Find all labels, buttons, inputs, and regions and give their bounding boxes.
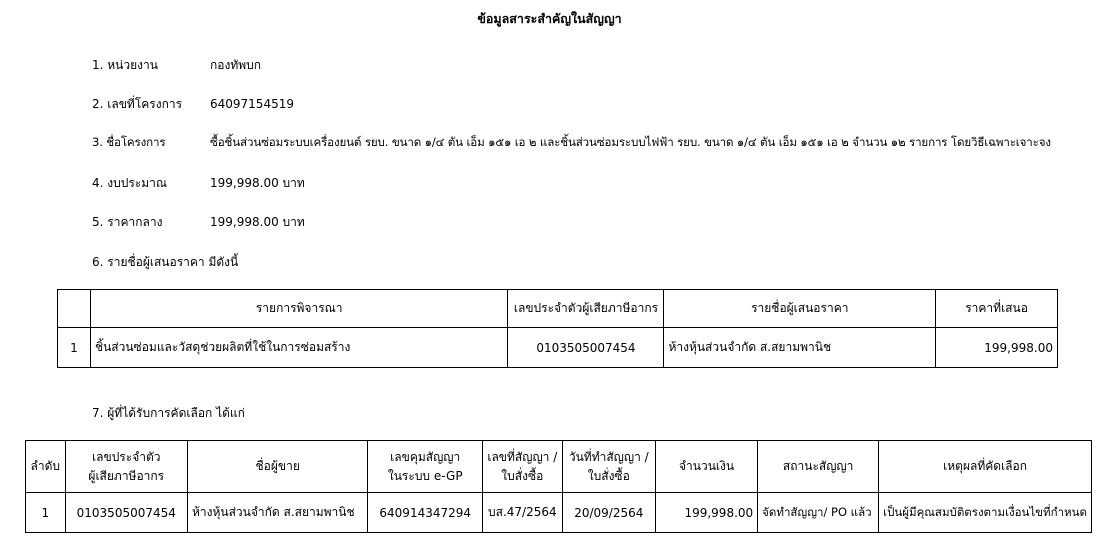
table-header-row: [26, 441, 1092, 493]
table-header: [58, 290, 91, 328]
field-value: ซื้อชิ้นส่วนซ่อมระบบเครื่องยนต์ รยบ. ขนาด ๑/๔ ตัน เอ็ม ๑๕๑ เอ ๒ และชิ้นส่วนซ่อมระบบไฟฟ้า รยบ. ขนาด ๑/๔ ตัน เอ็ม ๑๕๑ เอ ๒ จำนวน ๑๒ รายการ โดยวิธีเฉพาะเจาะจง: [210, 135, 1051, 149]
table-cell: 640914347294: [368, 493, 483, 533]
table-cell: จัดทำสัญญา/ PO แล้ว: [758, 493, 879, 533]
field-value: 199,998.00 บาท: [210, 215, 305, 229]
page-title: ข้อมูลสาระสำคัญในสัญญา: [477, 11, 622, 26]
table-header: วันที่ทำสัญญา / ใบสั่งซื้อ: [562, 441, 655, 493]
field-label: 3. ชื่อโครงการ: [92, 135, 166, 149]
field-budget: [92, 174, 305, 193]
table-header: เหตุผลที่คัดเลือก: [879, 441, 1092, 493]
table-header: รายการพิจารณา: [90, 290, 508, 328]
table-cell: ชิ้นส่วนซ่อมและวัสดุช่วยผลิตที่ใช้ในการซ่อมสร้าง: [90, 328, 508, 368]
field-project-number: [92, 95, 294, 114]
section-7-heading: 7. ผู้ที่ได้รับการคัดเลือก ได้แก่: [92, 406, 245, 420]
table-cell: เป็นผู้มีคุณสมบัติตรงตามเงื่อนไขที่กำหนด: [879, 493, 1092, 533]
table-cell: 0103505007454: [508, 328, 664, 368]
field-value: กองทัพบก: [210, 58, 262, 72]
table-header: เลขประจำตัว ผู้เสียภาษีอากร: [65, 441, 187, 493]
table-header: ราคาที่เสนอ: [936, 290, 1058, 328]
table-cell: บส.47/2564: [482, 493, 562, 533]
table-cell: 1: [58, 328, 91, 368]
table-cell: 199,998.00: [655, 493, 757, 533]
field-agency: [92, 56, 261, 75]
table-row: [58, 328, 1058, 368]
bidders-table: [57, 289, 1058, 368]
table-cell: ห้างหุ้นส่วนจำกัด ส.สยามพานิช: [187, 493, 368, 533]
field-label: 4. งบประมาณ: [92, 176, 168, 190]
table-header: ชื่อผู้ขาย: [187, 441, 368, 493]
table-header: รายชื่อผู้เสนอราคา: [664, 290, 936, 328]
table-header: จำนวนเงิน: [655, 441, 757, 493]
field-label: 1. หน่วยงาน: [92, 58, 158, 72]
section-6-heading: 6. รายชื่อผู้เสนอราคา มีดังนี้: [92, 255, 239, 269]
table-cell: 1: [26, 493, 66, 533]
field-value: 64097154519: [210, 97, 294, 111]
table-header: สถานะสัญญา: [758, 441, 879, 493]
table-header: เลขที่สัญญา / ใบสั่งซื้อ: [482, 441, 562, 493]
table-cell: 0103505007454: [65, 493, 187, 533]
table-cell: 199,998.00: [936, 328, 1058, 368]
table-header: ลำดับ: [26, 441, 66, 493]
table-header: เลขประจำตัวผู้เสียภาษีอากร: [508, 290, 664, 328]
table-header: เลขคุมสัญญา ในระบบ e-GP: [368, 441, 483, 493]
field-label: 5. ราคากลาง: [92, 215, 163, 229]
field-project-name: [92, 134, 1051, 152]
table-cell: 20/09/2564: [562, 493, 655, 533]
field-median-price: [92, 213, 305, 232]
table-row: [26, 493, 1092, 533]
field-label: 2. เลขที่โครงการ: [92, 97, 183, 111]
winners-table: [25, 440, 1092, 533]
table-header-row: [58, 290, 1058, 328]
table-cell: ห้างหุ้นส่วนจำกัด ส.สยามพานิช: [664, 328, 936, 368]
field-value: 199,998.00 บาท: [210, 176, 305, 190]
